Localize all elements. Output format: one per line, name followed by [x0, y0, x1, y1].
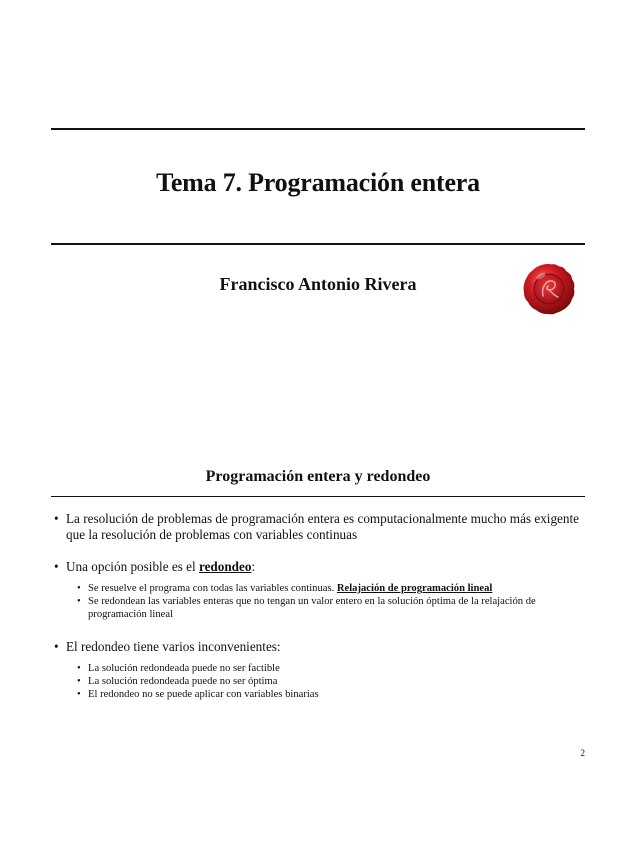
page-title: Tema 7. Programación entera	[156, 168, 480, 197]
list-item	[51, 639, 585, 655]
sub-list-item	[77, 675, 585, 688]
sub-bullet-text: La solución redondeada puede no ser óptima	[88, 676, 278, 687]
sub-bullet-text: La solución redondeada puede no ser factible	[88, 663, 280, 674]
bullet-dot: •	[77, 663, 81, 674]
emphasis-text: redondeo	[198, 559, 252, 574]
sub-bullet-text: El redondeo no se puede aplicar con variables binarias	[88, 689, 319, 700]
bullet-text-suffix: :	[251, 559, 256, 574]
bullet-text: El redondeo tiene varios inconvenientes:	[66, 639, 281, 654]
bullet-text: La resolución de problemas de programación entera es computacionalmente mucho más exigente que la resolución de problemas con variables continuas	[66, 511, 580, 542]
author-name: Francisco Antonio Rivera	[219, 274, 417, 294]
bullet-dot: •	[54, 511, 59, 526]
page-number: 2	[580, 748, 585, 758]
sub-list-item	[77, 582, 585, 595]
sub-list-item	[77, 662, 585, 675]
bullet-list	[51, 511, 585, 701]
sub-bullet-text: Se redondean las variables enteras que no tengan un valor entero en la solución óptima de la relajación de programación lineal	[88, 596, 536, 620]
emphasis-text: Relajación de programación lineal	[336, 583, 493, 594]
wax-seal-icon	[522, 262, 576, 316]
bullet-dot: •	[77, 689, 81, 700]
sub-bullet-text: Se resuelve el programa con todas las variables continuas.	[88, 583, 337, 594]
sub-list	[51, 662, 585, 701]
section-divider	[51, 496, 585, 497]
top-rule	[51, 128, 585, 130]
section-title: Programación entera y redondeo	[205, 468, 431, 485]
bullet-text: Una opción posible es el	[66, 559, 199, 574]
title-divider	[51, 243, 585, 245]
bullet-dot: •	[77, 596, 81, 607]
bullet-dot: •	[54, 639, 59, 654]
list-item	[51, 559, 585, 575]
bullet-dot: •	[54, 559, 59, 574]
bullet-dot: •	[77, 676, 81, 687]
sub-list	[51, 582, 585, 621]
sub-list-item	[77, 688, 585, 701]
bullet-dot: •	[77, 583, 81, 594]
sub-list-item	[77, 595, 585, 621]
list-item	[51, 511, 585, 543]
